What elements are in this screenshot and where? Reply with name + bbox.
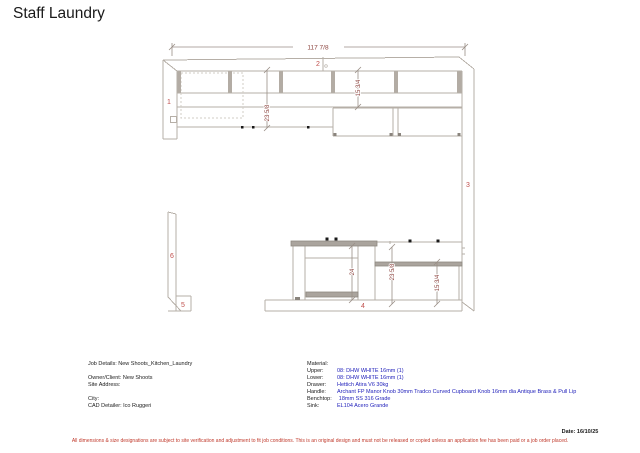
- shelf-dividers: [178, 72, 462, 93]
- part-label-2: 2: [316, 61, 320, 68]
- upper-cabinet-outline: [163, 57, 474, 139]
- material-label: Drawer:: [307, 382, 327, 388]
- owner-client-line: Owner/Client: New Shoots: [88, 375, 153, 381]
- material-value: Archant FP Manor Knob 30mm Tradco Curved Cupboard Knob 16mm dia Antique Brass & Pull Lip: [337, 389, 577, 395]
- label-2-marker: [325, 65, 328, 68]
- part-label-6: 6: [170, 253, 174, 260]
- part-label-3: 3: [466, 182, 470, 189]
- knob-dots: [241, 126, 440, 243]
- city-line: City:: [88, 396, 99, 402]
- material-row-drawer: [307, 382, 599, 389]
- appliance-dashed-box: [181, 73, 243, 118]
- material-row-upper: [307, 368, 599, 375]
- site-address-line: Site Address:: [88, 382, 121, 388]
- left-panel-outline: [168, 212, 191, 311]
- job-details-line: Job Details: New Shoots_Kitchen_Laundry: [88, 361, 193, 367]
- material-label: Sink:: [307, 403, 320, 409]
- hinge-plate: [171, 117, 177, 123]
- material-row-benchtop: [307, 396, 599, 403]
- page-title: Staff Laundry: [13, 5, 105, 22]
- part-labels: [167, 61, 470, 310]
- part-label-4: 4: [361, 303, 365, 310]
- dim-upper-shelf-height: 15 3/4: [356, 79, 362, 97]
- material-value: Hettich Atira V6 30kg: [337, 382, 389, 388]
- right-tall-panel: [462, 69, 474, 311]
- dim-lower-right-bench-height: 15 3/4: [435, 274, 441, 292]
- dim-lower-right-height: 23 5/8: [390, 263, 396, 281]
- material-value: 18mm SS 316 Grade: [338, 396, 391, 402]
- dim-upper-cabinet-height: 23 5/8: [265, 104, 271, 122]
- part-label-5: 5: [181, 302, 185, 309]
- material-value: 08: DHW WHITE 16mm (1): [337, 375, 404, 381]
- part-label-1: 1: [167, 99, 171, 106]
- date-label: Date: 16/10/25: [561, 429, 599, 435]
- material-value: 08: DHW WHITE 16mm (1): [337, 368, 404, 374]
- job-details-block: [88, 361, 192, 410]
- material-row-handle: [307, 389, 599, 396]
- materials-block: [307, 361, 599, 410]
- material-label: Upper:: [307, 368, 324, 374]
- upper-right-shelf-row: [333, 108, 462, 136]
- material-row-sink: [307, 403, 599, 410]
- materials-heading: Material:: [307, 361, 329, 367]
- material-label: Lower:: [307, 375, 324, 381]
- dimension-texts: [265, 45, 441, 292]
- dim-total-width: 117 7/8: [307, 44, 329, 52]
- cad-detailer-line: CAD Detailer: Ico Ruggeri: [88, 403, 152, 409]
- material-row-lower: [307, 375, 599, 382]
- disclaimer-text: All dimensions & size designations are subject to site verification and adjustment to fit job conditions. This is an original design and must not be released or copied unless an application fee has been paid or a job order placed.: [71, 438, 569, 444]
- material-label: Benchtop:: [307, 396, 332, 402]
- material-label: Handle:: [307, 389, 326, 395]
- dimension-lines: [169, 43, 468, 307]
- bench-back-line: [375, 241, 462, 244]
- dim-bench-height: 24: [350, 268, 356, 276]
- material-value: EL104 Acero Grande: [337, 403, 389, 409]
